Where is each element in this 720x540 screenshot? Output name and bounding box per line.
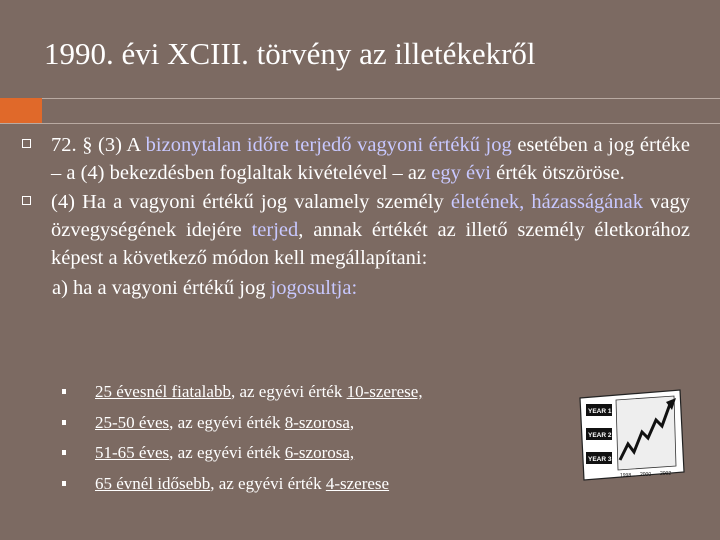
age-range: 65 évnél idősebb [95, 473, 211, 493]
slide-body [22, 131, 690, 302]
highlighted-term: életének, házasságának [450, 191, 643, 213]
growth-chart-clipart-icon [576, 386, 688, 486]
text-segment: 72. § (3) A [51, 134, 146, 156]
list-item [62, 413, 423, 444]
list-text: , az egyévi érték [169, 443, 285, 462]
text-segment: (4) Ha a vagyoni értékű jog valamely személy [51, 191, 451, 213]
paragraph-1 [22, 131, 690, 187]
highlighted-term: bizonytalan időre terjedő vagyoni értékű jog [145, 134, 512, 156]
title-accent-bar [0, 98, 42, 124]
sub-item-a [22, 274, 690, 302]
list-item [62, 382, 423, 413]
text-segment: érték ötszöröse. [491, 162, 625, 184]
clipart-axis-label: 2002 [660, 471, 672, 477]
list-item [62, 474, 423, 505]
clipart-label: YEAR 1 [588, 408, 612, 415]
small-square-bullet-icon [62, 450, 66, 455]
square-bullet-icon [22, 196, 31, 205]
multiplier: 4-szerese [325, 473, 390, 493]
age-range: 25-50 éves [95, 412, 170, 432]
paragraph-2 [22, 188, 690, 272]
clipart-axis-label: 2000 [640, 472, 652, 478]
list-text: , az egyévi érték [230, 382, 347, 401]
slide-title: 1990. évi XCIII. törvény az illetékekről [44, 36, 536, 71]
list-item [62, 443, 423, 474]
small-square-bullet-icon [62, 481, 66, 486]
clipart-axis-label: 1998 [620, 473, 632, 479]
small-square-bullet-icon [62, 389, 66, 394]
highlighted-term: terjed [251, 219, 299, 241]
clipart-label: YEAR 3 [588, 456, 612, 463]
list-text: , az egyévi érték [169, 412, 285, 432]
sub-item-text: a) ha a vagyoni értékű jog [52, 277, 271, 299]
highlighted-term: jogosultja: [270, 277, 358, 299]
square-bullet-icon [22, 139, 31, 148]
text-segment: , annak értékét az illető személy életkorához képest a következő módon kell megállapítani: [51, 219, 690, 269]
age-range: 51-65 éves [95, 443, 170, 462]
multiplier: 8-szorosa, [284, 412, 355, 432]
small-square-bullet-icon [62, 420, 66, 425]
title-divider [42, 98, 720, 124]
text-segment: esetében a jog értéke – a (4) bekezdésben foglaltak kivételével – az [51, 134, 691, 184]
clipart-label: YEAR 2 [588, 432, 612, 439]
age-multiplier-list [62, 382, 423, 504]
highlighted-term: egy évi [431, 162, 491, 184]
text-segment: vagy özvegységének idejére [51, 191, 690, 241]
multiplier: 10-szerese, [346, 382, 423, 401]
list-text: , az egyévi érték [210, 473, 326, 493]
multiplier: 6-szorosa, [284, 443, 355, 462]
age-range: 25 évesnél fiatalabb [95, 382, 231, 401]
